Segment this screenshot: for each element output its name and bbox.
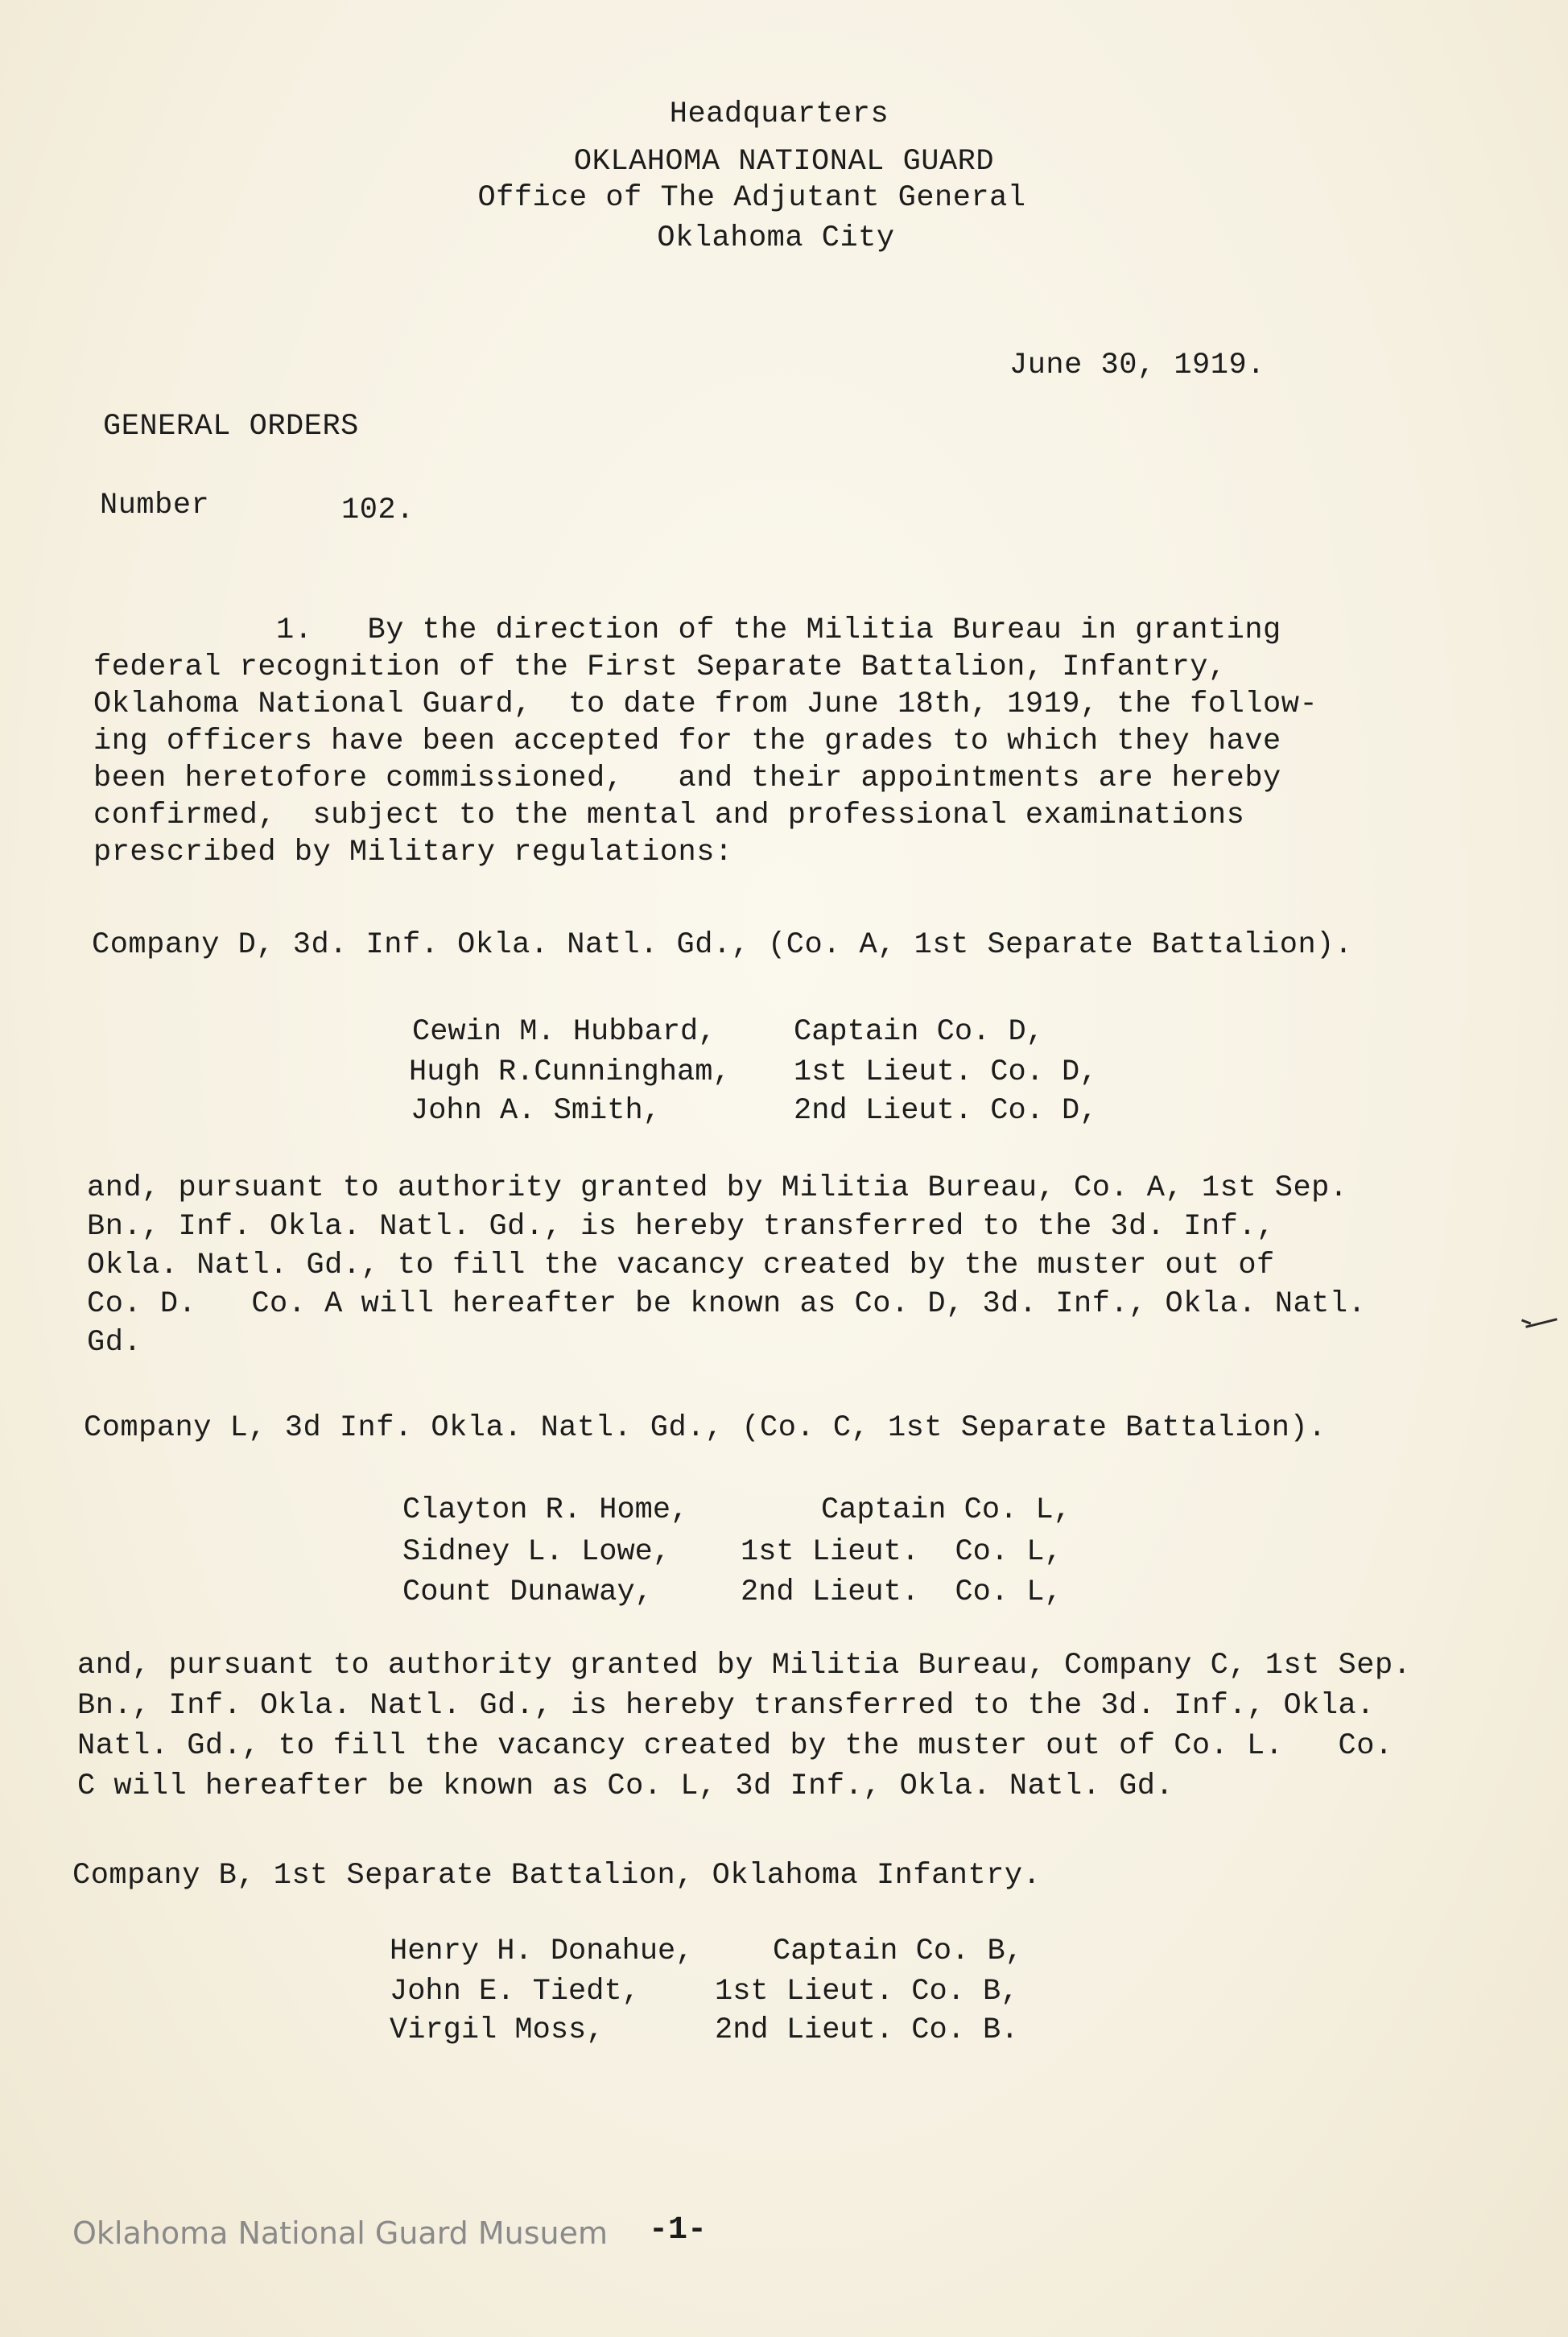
officer-row xyxy=(0,1013,1568,1051)
officer-rank: 1st Lieut. Co. L, xyxy=(741,1535,1063,1569)
paragraph-1-line: prescribed by Military regulations: xyxy=(93,836,733,869)
paragraph-1-line: 1. By the direction of the Militia Bureau in granting xyxy=(93,613,1281,647)
paragraph-1-line: federal recognition of the First Separate Battalion, Infantry, xyxy=(93,650,1227,684)
paragraph-1-line: confirmed, subject to the mental and professional examinations xyxy=(93,799,1245,832)
transfer-line: Gd. xyxy=(87,1326,142,1360)
officer-name: Virgil Moss, xyxy=(390,2013,605,2047)
paragraph-1 xyxy=(93,612,1478,871)
officer-row xyxy=(0,1092,1568,1130)
officer-row xyxy=(0,1972,1568,2011)
transfer-line: and, pursuant to authority granted by Militia Bureau, Co. A, 1st Sep. xyxy=(87,1171,1348,1205)
orders-number-value: 102. xyxy=(341,493,415,527)
transfer-line: and, pursuant to authority granted by Militia Bureau, Company C, 1st Sep. xyxy=(77,1649,1412,1683)
header-city: Oklahoma City xyxy=(657,221,895,255)
header-office: Office of The Adjutant General xyxy=(477,181,1026,215)
officer-row xyxy=(0,1053,1568,1092)
company-l-heading: Company L, 3d Inf. Okla. Natl. Gd., (Co. C, 1st Separate Battalion). xyxy=(84,1411,1327,1445)
officer-name: John A. Smith, xyxy=(411,1094,661,1128)
officer-rank: Captain Co. L, xyxy=(821,1493,1071,1527)
officer-name: Sidney L. Lowe, xyxy=(402,1535,671,1569)
officer-name: John E. Tiedt, xyxy=(390,1975,640,2009)
paragraph-1-line: Oklahoma National Guard, to date from June 18th, 1919, the follow- xyxy=(93,687,1318,721)
officer-row xyxy=(0,1533,1568,1571)
company-d-transfer xyxy=(87,1169,1471,1362)
company-d-heading: Company D, 3d. Inf. Okla. Natl. Gd., (Co. A, 1st Separate Battalion). xyxy=(92,928,1353,962)
officer-row xyxy=(0,1932,1568,1971)
officer-row xyxy=(0,2011,1568,2050)
officer-name: Clayton R. Home, xyxy=(402,1493,689,1527)
transfer-line: Bn., Inf. Okla. Natl. Gd., is hereby transferred to the 3d. Inf., xyxy=(87,1210,1275,1244)
company-b-heading: Company B, 1st Separate Battalion, Oklahoma Infantry. xyxy=(72,1859,1042,1893)
company-l-transfer xyxy=(77,1645,1462,1806)
paragraph-1-line: ing officers have been accepted for the grades to which they have xyxy=(93,725,1281,758)
header-organization: OKLAHOMA NATIONAL GUARD xyxy=(573,145,995,179)
margin-pen-mark xyxy=(1525,1318,1558,1328)
officer-row xyxy=(0,1573,1568,1612)
paragraph-1-line: been heretofore commissioned, and their appointments are hereby xyxy=(93,762,1281,795)
transfer-line: Bn., Inf. Okla. Natl. Gd., is hereby transferred to the 3d. Inf., Okla. xyxy=(77,1689,1375,1723)
officer-name: Count Dunaway, xyxy=(402,1575,653,1609)
officer-rank: 2nd Lieut. Co. B. xyxy=(715,2013,1019,2047)
officer-rank: Captain Co. D, xyxy=(794,1015,1044,1049)
header-headquarters: Headquarters xyxy=(669,97,889,131)
officer-name: Cewin M. Hubbard, xyxy=(412,1015,716,1049)
officer-name: Hugh R.Cunningham, xyxy=(409,1055,731,1089)
order-date: June 30, 1919. xyxy=(1009,349,1265,382)
transfer-line: Okla. Natl. Gd., to fill the vacancy created by the muster out of xyxy=(87,1249,1275,1282)
officer-name: Henry H. Donahue, xyxy=(390,1934,694,1968)
museum-watermark: Oklahoma National Guard Musuem xyxy=(72,2215,609,2251)
transfer-line: Co. D. Co. A will hereafter be known as Co. D, 3d. Inf., Okla. Natl. xyxy=(87,1287,1367,1321)
officer-rank: 2nd Lieut. Co. D, xyxy=(794,1094,1098,1128)
orders-title: GENERAL ORDERS xyxy=(103,410,359,444)
officer-rank: 1st Lieut. Co. B, xyxy=(715,1975,1019,2009)
officer-rank: 2nd Lieut. Co. L, xyxy=(741,1575,1063,1609)
transfer-line: Natl. Gd., to fill the vacancy created by the muster out of Co. L. Co. xyxy=(77,1729,1393,1763)
orders-number-label: Number xyxy=(100,489,210,522)
officer-row xyxy=(0,1491,1568,1530)
page-number: -1- xyxy=(649,2212,708,2248)
officer-rank: Captain Co. B, xyxy=(773,1934,1023,1968)
transfer-line: C will hereafter be known as Co. L, 3d Inf., Okla. Natl. Gd. xyxy=(77,1769,1174,1803)
officer-rank: 1st Lieut. Co. D, xyxy=(794,1055,1098,1089)
